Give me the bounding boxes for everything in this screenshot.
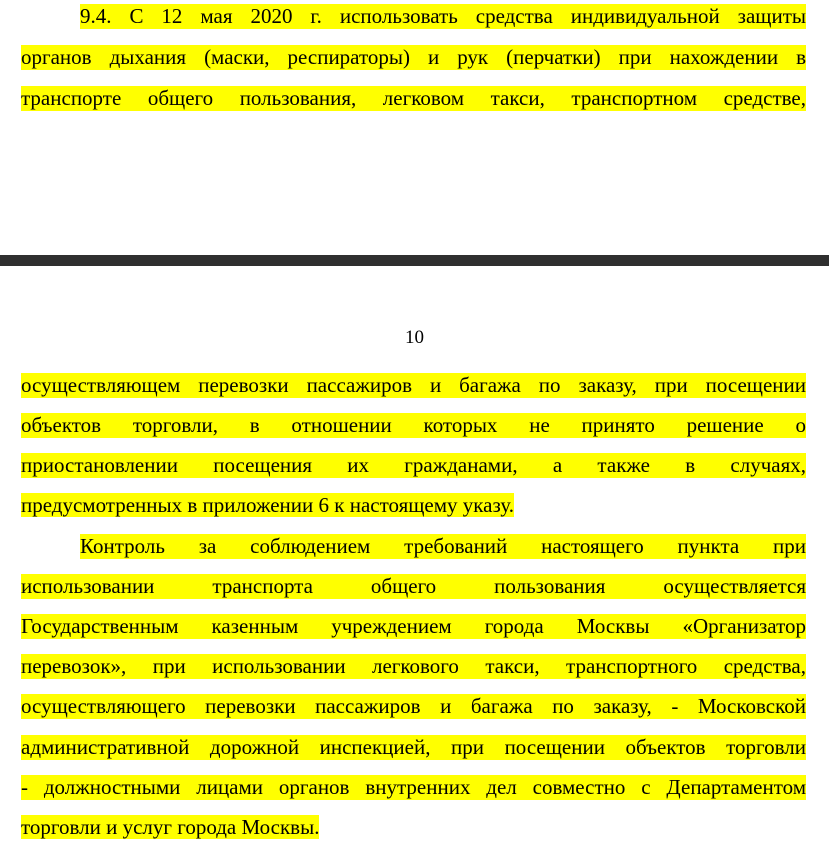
highlighted-text: осуществляющего перевозки пассажиров и багажа по заказу, - Московской [21, 694, 806, 718]
highlighted-text: приостановлении посещения их гражданами, а также в случаях, [21, 453, 806, 477]
document-page-top [0, 0, 829, 255]
highlighted-text: административной дорожной инспекцией, при посещении объектов торговли [21, 735, 806, 759]
text-line [21, 413, 806, 438]
highlighted-text: предусмотренных в приложении 6 к настоящему указу. [21, 493, 514, 517]
page-break-separator [0, 255, 829, 266]
highlighted-text: транспорте общего пользования, легковом такси, транспортном средстве, [21, 86, 806, 110]
highlighted-text: 9.4. С 12 мая 2020 г. использовать средства индивидуальной защиты [80, 4, 806, 28]
text-line [21, 45, 806, 70]
highlighted-text: осуществляющем перевозки пассажиров и багажа по заказу, при посещении [21, 373, 806, 397]
text-line [21, 4, 806, 29]
highlighted-text: торговли и услуг города Москвы. [21, 815, 320, 839]
highlighted-text: - должностными лицами органов внутренних дел совместно с Департаментом [21, 775, 806, 799]
text-line [21, 775, 806, 800]
text-line [21, 574, 806, 599]
page-number: 10 [405, 327, 424, 348]
text-line [21, 815, 806, 840]
document-page-bottom [0, 266, 829, 848]
highlighted-text: Государственным казенным учреждением города Москвы «Организатор [21, 614, 806, 638]
highlighted-text: использовании транспорта общего пользования осуществляется [21, 574, 806, 598]
text-line [21, 493, 806, 518]
highlighted-text: объектов торговли, в отношении которых не принято решение о [21, 413, 806, 437]
highlighted-text: перевозок», при использовании легкового такси, транспортного средства, [21, 654, 806, 678]
text-line [21, 614, 806, 639]
text-line [21, 453, 806, 478]
highlighted-text: органов дыхания (маски, респираторы) и рук (перчатки) при нахождении в [21, 45, 806, 69]
text-line [21, 654, 806, 679]
text-line [21, 694, 806, 719]
text-line [21, 534, 806, 559]
text-line [21, 86, 806, 111]
text-line [21, 735, 806, 760]
highlighted-text: Контроль за соблюдением требований настоящего пункта при [80, 534, 806, 558]
text-line [21, 373, 806, 398]
